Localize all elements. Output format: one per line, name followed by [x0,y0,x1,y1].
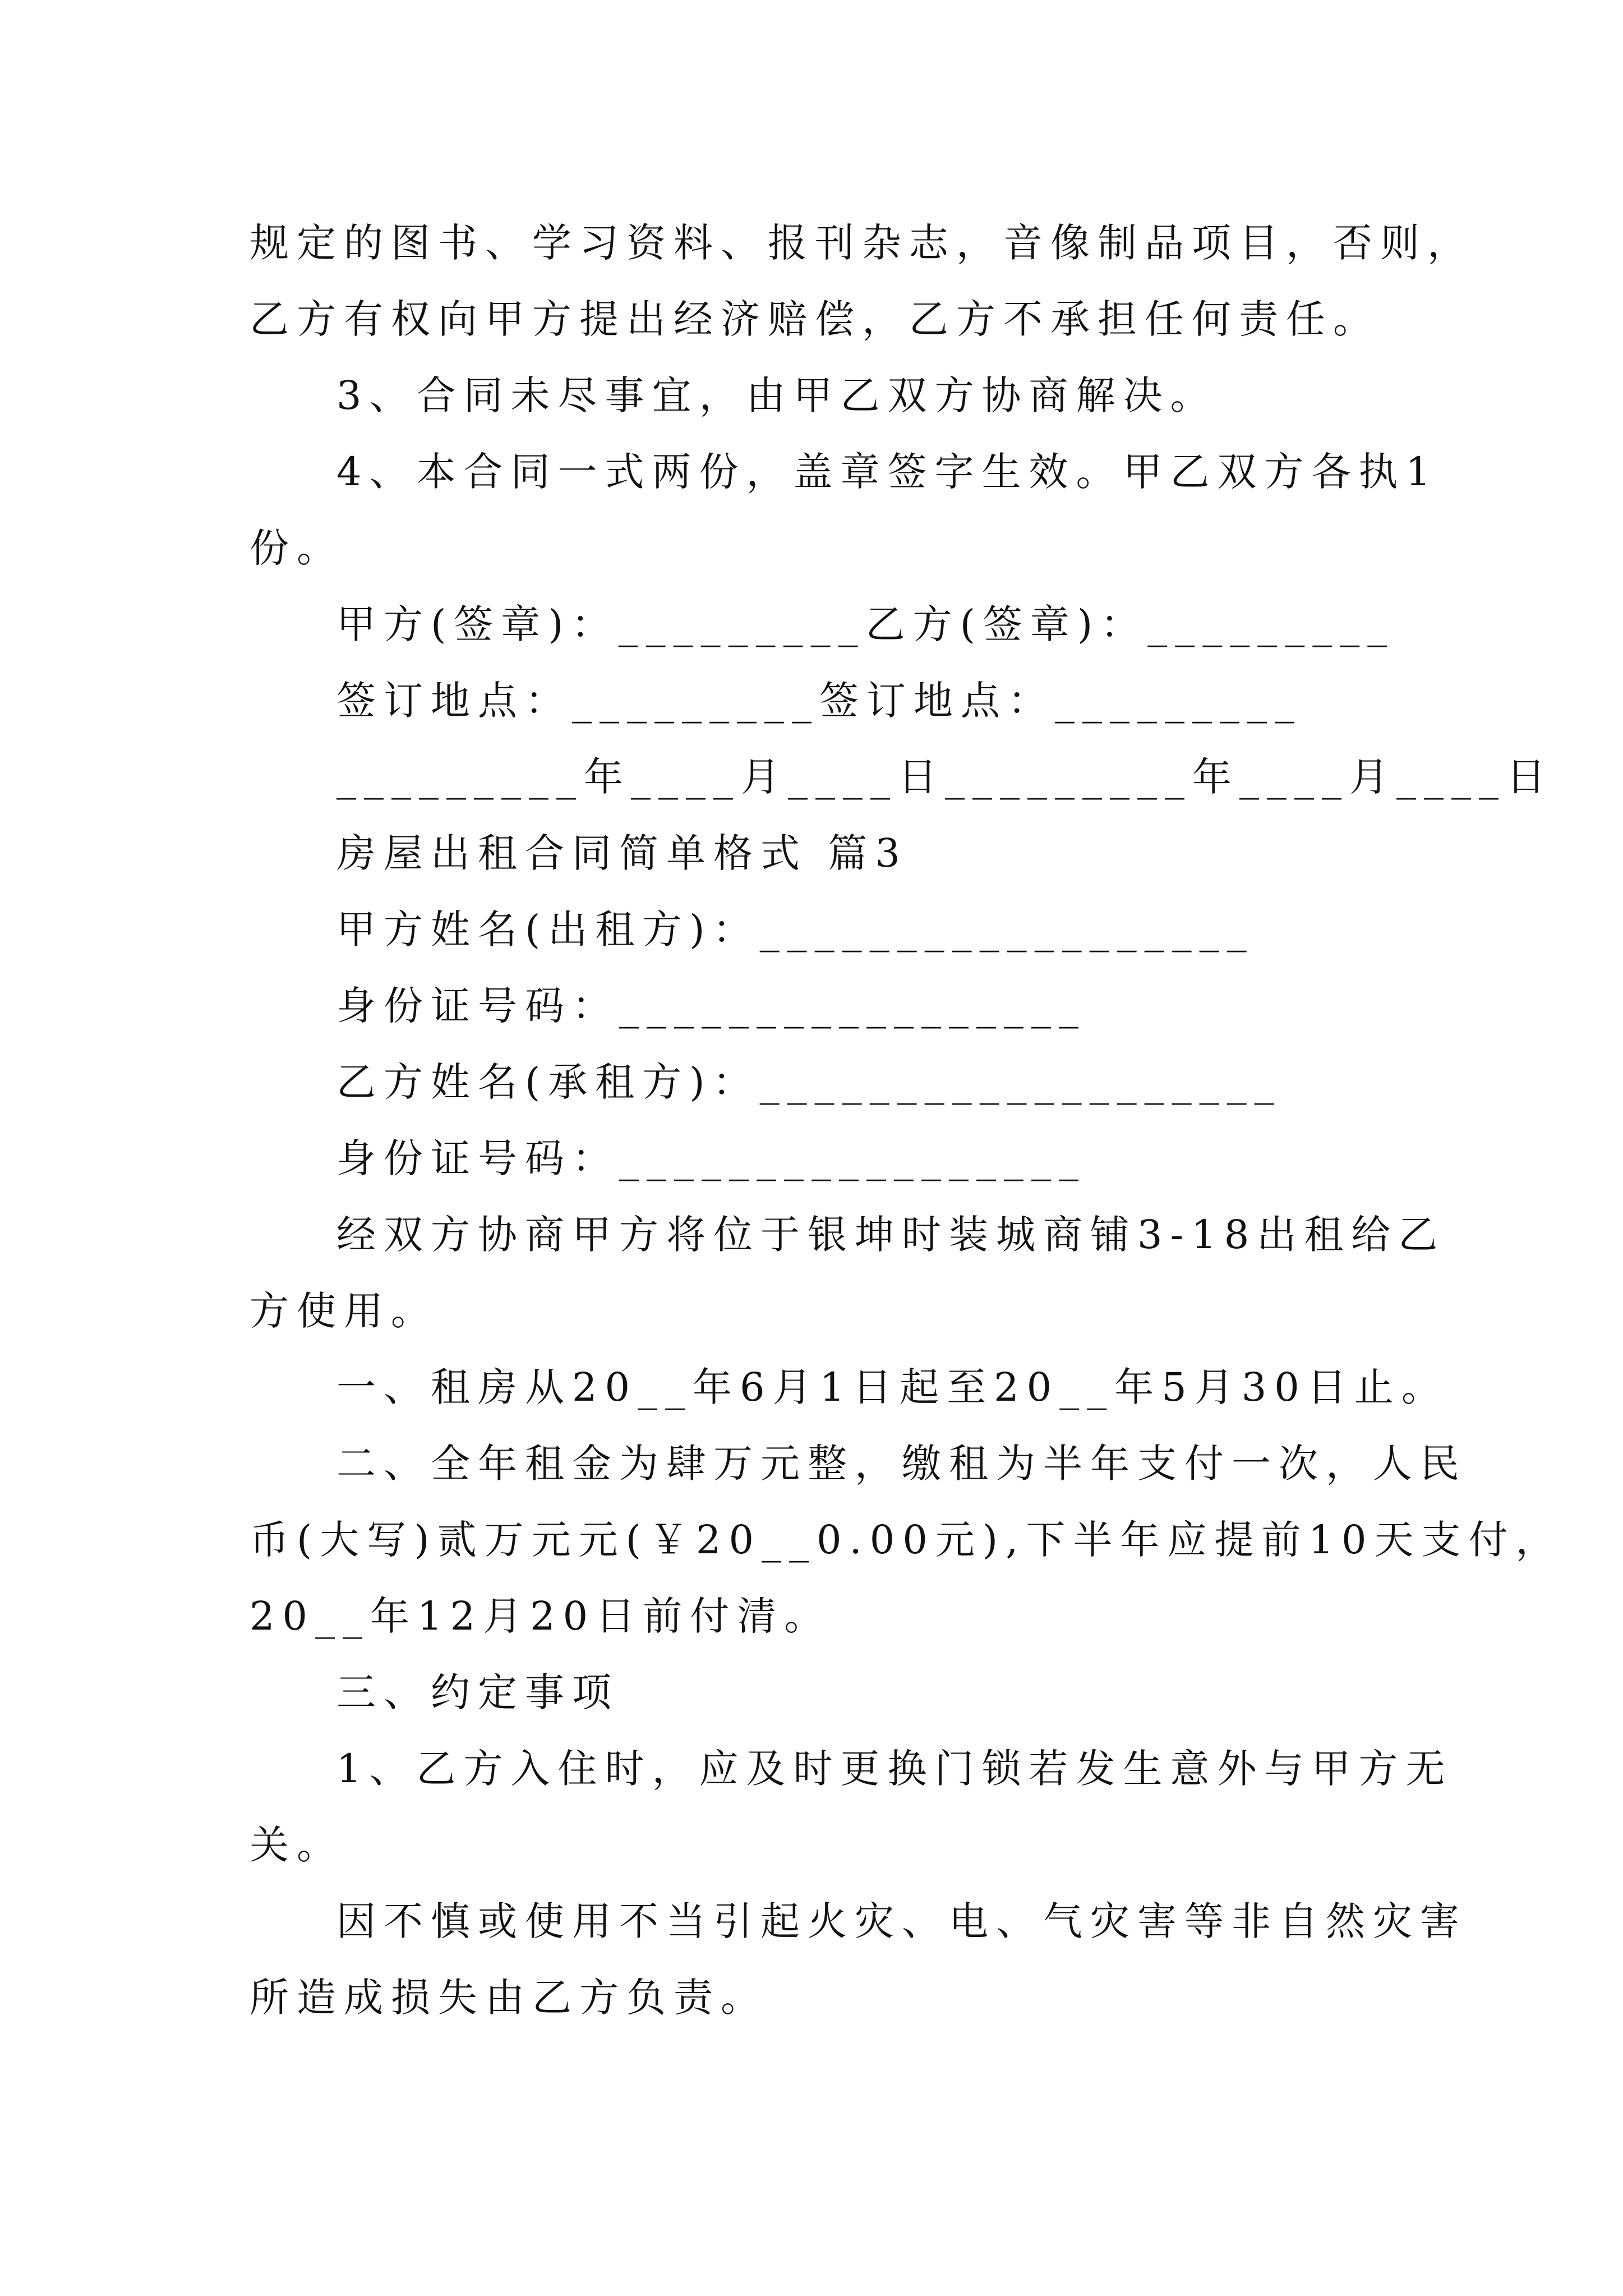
clause-line: 所造成损失由乙方负责。 [250,1975,768,2021]
lease-term-line: 一、租房从20__年6月1日起至20__年5月30日止。 [336,1364,1449,1410]
body-line: 规定的图书、学习资料、报刊杂志，音像制品项目，否则， [250,220,1474,266]
landlord-id-line: 身份证号码：_________________ [336,983,1086,1029]
clause-heading: 三、约定事项 [336,1669,619,1715]
clause-line: 关。 [250,1822,344,1868]
tenant-id-line: 身份证号码：_________________ [336,1135,1086,1181]
clause-line: 1、乙方入住时，应及时更换门锁若发生意外与甲方无 [336,1746,1453,1792]
signature-line: 甲方(签章)：_________乙方(签章)：_________ [336,601,1395,647]
body-line: 经双方协商甲方将位于银坤时装城商铺3-18出租给乙 [336,1212,1446,1258]
rent-line: 二、全年租金为肆万元整，缴租为半年支付一次，人民 [336,1441,1467,1487]
rent-line: 20__年12月20日前付清。 [250,1593,832,1639]
body-line: 3、合同未尽事宜，由甲乙双方协商解决。 [336,372,1218,418]
date-line: _________年____月____日_________年____月____日 [336,754,1553,800]
body-line: 份。 [250,525,344,571]
body-line: 乙方有权向甲方提出经济赔偿，乙方不承担任何责任。 [250,296,1380,342]
rent-line: 币(大写)贰万元元(￥20__0.00元),下半年应提前10天支付， [250,1517,1563,1563]
clause-line: 因不慎或使用不当引起火灾、电、气灾害等非自然灾害 [336,1898,1467,1944]
body-line: 方使用。 [250,1288,438,1334]
section-heading: 房屋出租合同简单格式 篇3 [336,830,908,876]
landlord-name-line: 甲方姓名(出租方)：__________________ [336,907,1255,953]
body-line: 4、本合同一式两份，盖章签字生效。甲乙双方各执1 [336,449,1439,495]
signing-place-line: 签订地点：_________签订地点：_________ [336,678,1302,724]
tenant-name-line: 乙方姓名(承租方)：___________________ [336,1059,1282,1105]
